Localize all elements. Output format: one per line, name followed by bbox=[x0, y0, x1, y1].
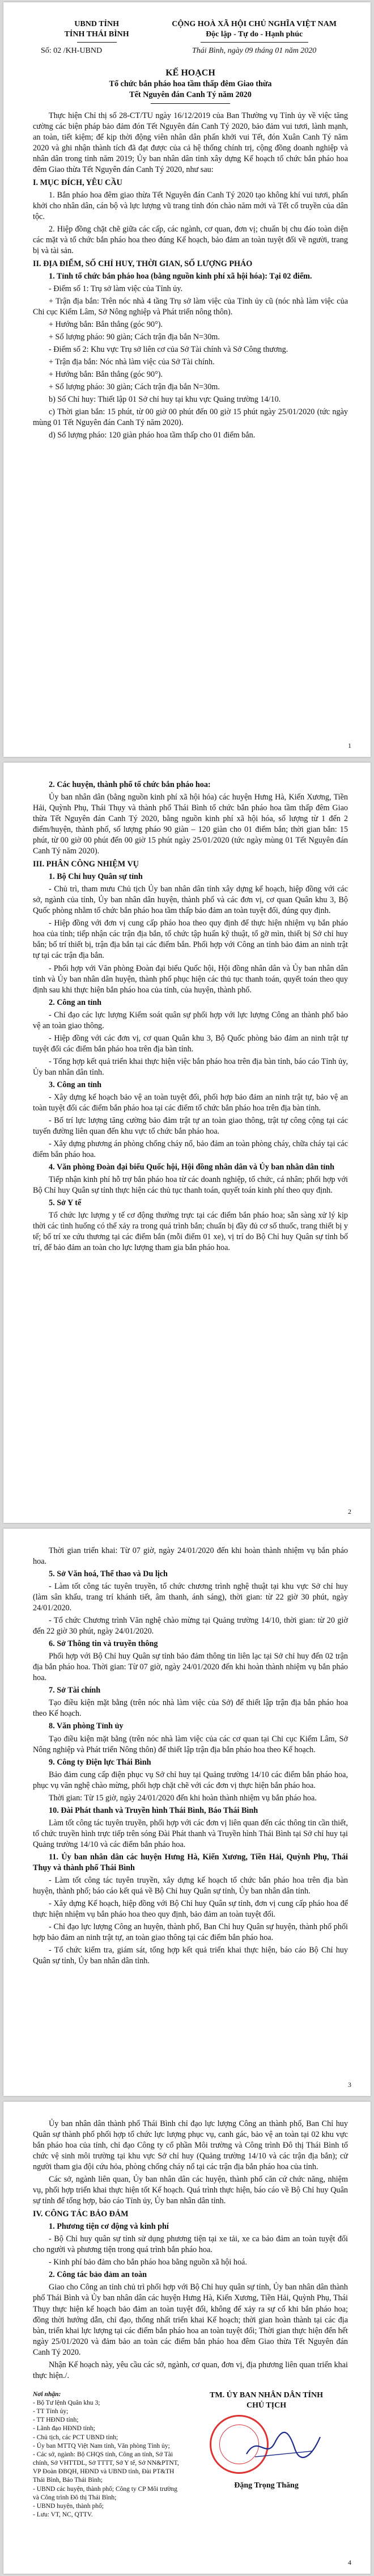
issuing-agency bbox=[33, 19, 160, 57]
paragraph: - Xây dựng phương án phòng chống cháy nổ, bảo đảm an toàn phòng cháy, chữa cháy tại các điểm bắn pháo hoa. bbox=[33, 1139, 348, 1159]
paragraph: - Phối hợp với Văn phòng Đoàn đại biểu Quốc hội, Hội đồng nhân dân và Ủy ban nhân dân tỉnh và Ủy ban nhân dân huyện, thành phố phục hiện các thủ tục thanh toán, quyết toán theo quy định sau khi thực hiện bắn pháo hoa của tỉnh, của huyện, thành phố. bbox=[33, 963, 348, 995]
paragraph: - Tổ chức kiểm tra, giám sát, tổng hợp kết quả triển khai thực hiện, báo cáo Bộ Chỉ huy Quân sự tỉnh, Ủy ban nhân dân tỉnh. bbox=[33, 1946, 348, 1966]
paragraph: Thời gian: Từ 15 giờ, ngày 24/01/2020 đến khi hoàn thành nhiệm vụ bắn pháo hoa. bbox=[49, 1793, 317, 1803]
subsection-heading: 5. Sở Y tế bbox=[49, 1198, 82, 1208]
paragraph: Bảo đảm cung cấp điện phục vụ Sở chỉ huy tại Quảng trường 14/10 các điểm bắn pháo hoa, phục vụ văn nghệ chào mừng, phối hợp chặt chẽ với các đơn vị thực hiện bắn pháo hoa. bbox=[33, 1770, 348, 1790]
motto-line1: CỘNG HOÀ XÃ HỘI CHỦ NGHĨA VIỆT NAM bbox=[172, 20, 337, 28]
subsection-heading: 8. Văn phòng Tỉnh ủy bbox=[49, 1721, 124, 1731]
subsection-heading: 1. Phương tiện cơ động và kinh phí bbox=[49, 2222, 169, 2232]
document-number: Số: 02 /KH-UBND bbox=[41, 47, 103, 56]
subsection-heading: 11. Ủy ban nhân dân các huyện Hưng Hà, Kiến Xương, Tiền Hải, Quỳnh Phụ, Thái Thụy và thành phố Thái Bình bbox=[33, 1852, 348, 1872]
document-title bbox=[33, 67, 348, 101]
recipients-list bbox=[33, 2390, 185, 2520]
page-number: 2 bbox=[348, 1507, 351, 1516]
paragraph: + Trận địa bắn: Trên nóc nhà 4 tầng Trụ sở làm việc của Tỉnh ủy cũ (nóc nhà làm việc của Chi cục Kiểm Lâm, Sở Nông nghiệp và Phát triển nông thôn). bbox=[33, 297, 348, 317]
paragraph: + Số lượng pháo: 30 giàn; Cách trận địa bắn N=30m. bbox=[49, 382, 220, 392]
recipient-item: - Ủy ban MTTQ Việt Nam tỉnh, Văn phòng Tỉnh ủy; bbox=[33, 2442, 170, 2449]
document-date: Thái Bình, ngày 09 tháng 01 năm 2020 bbox=[192, 47, 317, 56]
subsection-heading: 9. Công ty Điện lực Thái Bình bbox=[49, 1757, 151, 1767]
paragraph: - Tổng hợp kết quả triển khai thực hiện việc bắn pháo hoa trên địa bàn tỉnh, báo cáo Tỉnh ủy, Ủy ban nhân dân tỉnh. bbox=[33, 1057, 348, 1077]
paragraph: Tạo điều kiện mặt bằng (trên nóc nhà làm việc của Sở) để thiết lập trận địa bắn pháo hoa theo Kế hoạch. bbox=[33, 1698, 348, 1719]
page-3 bbox=[3, 1529, 371, 2096]
title-line1: Tổ chức bắn pháo hoa tầm thấp đêm Giao thừa bbox=[109, 79, 272, 89]
signer-name: Đặng Trọng Thăng bbox=[234, 2481, 299, 2490]
paragraph: Nhận Kế hoạch này, yêu cầu các sở, ngành, cơ quan, đơn vị, địa phương liên quan triển khai thực hiện./. bbox=[33, 2360, 348, 2380]
recipient-item: - TT HĐND tỉnh; bbox=[33, 2417, 79, 2424]
paragraph: Tiếp nhận kinh phí hỗ trợ bắn pháo hoa từ các doanh nghiệp, tổ chức, cá nhân; phối hợp với Bộ Chỉ huy Quân sự tỉnh thực hiện các thủ tục thanh toán, quyết toán kinh phí theo quy định. bbox=[33, 1175, 348, 1196]
paragraph: - Chỉ đạo các lực lượng Kiểm soát quân sự phối hợp với lực lượng Công an thành phố bảo vệ an toàn giao thông. bbox=[33, 1010, 348, 1030]
paragraph: Giao cho Công an tỉnh chủ trì phối hợp với Bộ Chỉ huy quân sự tỉnh, Ủy ban nhân dân thành phố Thái Bình và Ủy ban nhân dân các huyện Hưng Hà, Kiến Xương, Tiền Hải, Quỳnh Phụ, Thái Thụy thực hiện kế hoạch bảo đảm an toàn tuyệt đối, không để xảy ra sự cố khi bắn pháo hoa; đồng thời hướng dẫn, chỉ đạo, thống nhất triển khai Kế hoạch; thời gian hoàn thành tại các địa bàn, triển khai lực lượng tại các điểm bắn pháo hoa an toàn tuyệt đối; Thời gian thực hiện đến hết ngày 25/01/2020 và đảm bảo an toàn các điểm bắn pháo hoa đêm Giao thừa Tết Nguyên đán Canh Tý 2020. bbox=[33, 2283, 348, 2357]
recipients-title: Nơi nhận: bbox=[33, 2390, 61, 2398]
paragraph: Các sở, ngành liên quan, Ủy ban nhân dân các huyện, thành phố căn cứ chức năng, nhiệm vụ, phối hợp triển khai thực hiện tốt Kế hoạch. Quá trình thực hiện, báo cáo về Bộ Chỉ huy Quân sự tỉnh để tổng hợp, báo cáo Tỉnh ủy, Ủy ban nhân dân tỉnh. bbox=[33, 2175, 348, 2206]
recipient-item: - Lưu: VT, NC, QTTV. bbox=[33, 2511, 93, 2519]
paragraph: b) Số Chỉ huy: Thiết lập 01 Sở chỉ huy tại khu vực Quảng trường 14/10. bbox=[49, 395, 281, 405]
page-number: 3 bbox=[348, 2080, 351, 2089]
paragraph: Làm tốt công tác tuyên truyền, phối hợp với các đơn vị liên quan đến các thông tin cần thiết, tổ chức truyền hình trực tiếp trên sóng Đài Phát thanh và Truyền hình Thái Bình tại Sở chỉ huy tại Quảng trường 14/10 và các điểm bắn pháo hoa. bbox=[33, 1818, 348, 1849]
paragraph: - Xây dựng Kế hoạch, hiệp đồng với Bộ Chỉ huy Quân sự tỉnh, đơn vị cung cấp pháo hoa để thực hiện nhiệm vụ bắn pháo hoa theo quy định, bảo đảm an toàn tuyệt đối. bbox=[33, 1899, 348, 1919]
paragraph: Ủy ban nhân dân (bằng nguồn kinh phí xã hội hóa) các huyện Hưng Hà, Kiến Xương, Tiền Hải, Quỳnh Phụ, Thái Thụy và thành phố Thái Bình tổ chức bắn pháo hoa tầm thấp đêm Giao thừa Tết Nguyên đán Canh Tý 2020, bằng nguồn kinh phí xã hội hóa, số lượng từ 1 đến 2 điểm/huyện, thành phố, số lượng pháo 90 giàn – 120 giàn cho 01 điểm bắn; thời gian bắn: 15 phút, từ 00 giờ 00 phút đến 00 giờ 15 phút ngày 25/01/2020 (tức ngày mùng 01 Tết Nguyên đán Canh Tý năm 2020). bbox=[33, 793, 348, 856]
paragraph: - Chủ trì, tham mưu Chủ tịch Ủy ban nhân dân tỉnh xây dựng kế hoạch, hiệp đồng với các sở, ngành của tỉnh, Ủy ban nhân dân huyện, thành phố và các đơn vị, cơ quan Quân khu 3, Bộ Quốc phòng nhằm tổ chức bắn pháo hoa tầm thấp bảo đảm an toàn tuyệt đối, đúng quy định. bbox=[33, 885, 348, 916]
section-heading: III. PHÂN CÔNG NHIỆM VỤ bbox=[33, 860, 139, 869]
recipient-item: - TT Tỉnh ủy; bbox=[33, 2408, 69, 2415]
agency-line1: UBND TỈNH bbox=[74, 20, 119, 28]
paragraph: + Trận địa bắn: Nóc nhà làm việc của Sở Tài chính. bbox=[49, 357, 215, 367]
paragraph: Ủy ban nhân dân thành phố Thái Bình chỉ đạo lực lượng Công an thành phố, Ban Chỉ huy Quân sự thành phố phối hợp tổ chức lực lượng phục vụ, canh gác, bảo vệ an toàn tại 02 khu vực bắn pháo hoa của tỉnh, chỉ đạo Công ty cổ phần Môi trường và Công trình Đô thị Thái Bình tổ chức vệ sinh môi trường tại khu vực Sở chỉ huy (Quảng trường 14/10 và các trận địa bắn); cử người tham gia đội cứu hỏa, phòng chống cháy nổ tại các trận địa bắn pháo hoa của tỉnh. bbox=[33, 2119, 348, 2172]
motto-rule bbox=[201, 42, 308, 43]
paragraph: 1. Bắn pháo hoa đêm giao thừa Tết Nguyên đán Canh Tý 2020 tạo không khí vui tươi, phấn khởi cho nhân dân, cán bộ và lực lượng vũ trang tỉnh đón chào năm mới và Tết cổ truyền của dân tộc. bbox=[33, 190, 348, 221]
national-motto bbox=[160, 19, 348, 57]
paragraph: Tổ chức lực lượng y tế cơ động thường trực tại các điểm bắn pháo hoa; sẵn sàng xử lý kịp thời các tình huống có thể xảy ra trong quá trình bắn; chuẩn bị đầy đủ cơ số thuốc, trang thiết bị y tế; bố trí xe cứu thương tại các điểm bắn (mỗi điểm 01 xe), vị trí do Bộ Chỉ huy Quân sự tỉnh bố trí, để bảo đảm an toàn cho lực lượng tham gia bắn pháo hoa. bbox=[33, 1211, 348, 1253]
recipient-item: - UBND các huyện, thành phố; Công ty CP Môi trường và Công trình Đô thị Thái Bình; bbox=[33, 2485, 177, 2501]
paragraph: - Xây dựng kế hoạch bảo vệ an toàn tuyệt đối, phối hợp bảo đảm an ninh trật tự, bảo vệ an toàn tuyệt đối các điểm bắn pháo hoa tại các điểm tổ chức bắn pháo hoa trên địa bàn tỉnh. bbox=[33, 1092, 348, 1113]
subsection-heading: 2. Các huyện, thành phố tổ chức bắn pháo hoa: bbox=[49, 780, 211, 789]
official-seal bbox=[204, 2415, 329, 2477]
recipient-item: - UBND huyện, thành phố; bbox=[33, 2502, 104, 2510]
paragraph: - Hiệp đồng với các đơn vị, cơ quan Quân khu 3, Bộ Quốc phòng bảo đảm an ninh trật tự tuyệt đối các điểm bắn pháo hoa trên địa bàn tỉnh. bbox=[33, 1033, 348, 1054]
page-1 bbox=[3, 2, 371, 757]
paragraph: - Kinh phí bảo đảm cho bắn pháo hoa bằng nguồn xã hội hoá. bbox=[49, 2258, 247, 2267]
paragraph: 2. Hiệp đồng chặt chẽ giữa các cấp, các ngành, cơ quan, đơn vị; chuẩn bị chu đáo toàn diện các mặt và tổ chức bắn pháo hoa theo đúng Kế hoạch, bảo đảm an toàn tuyệt đối về người, trang bị và tài sản. bbox=[33, 224, 348, 255]
sign-authority: TM. ỦY BAN NHÂN DÂN TỈNH bbox=[210, 2390, 323, 2400]
document-header bbox=[33, 19, 348, 57]
paragraph: - Chỉ đạo lực lượng Công an huyện, thành phố, Ban Chỉ huy Quân sự huyện, thành phố phối hợp bảo đảm an ninh trật tự, an toàn giao thông tại các điểm bắn pháo hoa. bbox=[33, 1922, 348, 1943]
intro-paragraph: Thực hiện Chỉ thị số 28-CT/TU ngày 16/12/2019 của Ban Thường vụ Tỉnh ủy về việc tăng cường các biện pháp bảo đảm đón Tết Nguyên đán Canh Tý 2020, bảo đảm vui tươi, lành mạnh, an toàn, tiết kiệm; để kịp thời động viên nhân dân phấn khởi vui Tết, đón Xuân Canh Tý năm 2020 và ghi nhận thành tích đã đạt được của cả hệ thống chính trị, cộng đồng doanh nghiệp và nhân dân trong tỉnh năm 2019; Ủy ban nhân dân tỉnh xây dựng Kế hoạch tổ chức bắn pháo hoa đêm Giao thừa Tết Nguyên đán Canh Tý 2020, như sau: bbox=[33, 111, 348, 174]
section-heading: I. MỤC ĐÍCH, YÊU CẦU bbox=[33, 178, 122, 187]
subsection-heading: 3. Công an tỉnh bbox=[49, 1080, 102, 1089]
paragraph: - Làm tốt công tác tuyên truyền, tổ chức chương trình nghệ thuật tại khu vực Sở chỉ huy (làm sân khấu, trang trí khánh tiết, âm thanh, ánh sáng), thời gian: từ 22 giờ 30 phút, ngày 24/01/2020. bbox=[33, 1582, 348, 1613]
subsection-heading: 7. Sở Tài chính bbox=[49, 1686, 101, 1695]
paragraph: + Hướng bắn: Bắn thẳng (góc 90°). bbox=[49, 370, 163, 380]
page-number: 4 bbox=[348, 2558, 351, 2566]
paragraph: - Làm tốt công tác tuyên truyền, xây dựng kế hoạch tổ chức bắn pháo hoa trên địa bàn huyện, thành phố; báo cáo kết quả về Bộ Chỉ huy Quân sự tỉnh, Ủy ban nhân dân tỉnh. bbox=[33, 1875, 348, 1896]
page-number: 1 bbox=[348, 741, 351, 750]
subsection-heading: 2. Công an tỉnh bbox=[49, 997, 102, 1007]
subsection-heading: 5. Sở Văn hoá, Thể thao và Du lịch bbox=[49, 1569, 168, 1579]
motto-line2: Độc lập - Tự do - Hạnh phúc bbox=[206, 30, 303, 39]
sign-title: CHỦ TỊCH bbox=[246, 2401, 287, 2410]
section-heading: IV. CÔNG TÁC BẢO ĐẢM bbox=[33, 2209, 129, 2219]
paragraph: - Điểm số 2: Khu vực Trụ sở liên cơ của Sở Tài chính và Sở Công thương. bbox=[49, 345, 288, 355]
subsection-heading: 2. Công tác bảo đảm an toàn bbox=[49, 2270, 147, 2280]
page-4 bbox=[3, 2102, 371, 2574]
recipient-item: - Bộ Tư lệnh Quân khu 3; bbox=[33, 2399, 100, 2406]
subsection-heading: 1. Bộ Chỉ huy Quân sự tỉnh bbox=[49, 872, 143, 882]
paragraph: + Số lượng pháo: 90 giàn; Cách trận địa bắn N=30m. bbox=[49, 332, 220, 342]
page-2 bbox=[3, 763, 371, 1523]
subsection-heading: 4. Văn phòng Đoàn đại biểu Quốc hội, Hội đồng nhân dân và Ủy ban nhân dân tỉnh bbox=[49, 1163, 334, 1172]
paragraph: - Bộ Chỉ huy quân sự tỉnh sử dụng phương tiện tại xe tải, xe ca bảo đảm an toàn tuyệt đối cho người và phương tiện trong quá trình bắn pháo hoa. bbox=[33, 2234, 348, 2255]
paragraph: Phối hợp với Bộ Chỉ huy Quân sự tỉnh bảo đảm thông tin liên lạc tại Sở chỉ huy đến 02 trận địa bắn pháo hoa. Thời gian: Từ 07 giờ, ngày 24/01/2020 đến khi hoàn thành nhiệm vụ bắn pháo hoa. bbox=[33, 1652, 348, 1683]
paragraph: - Điểm số 1: Trụ sở làm việc của Tỉnh ủy. bbox=[49, 284, 183, 293]
recipient-item: - Các sở, ngành: Bộ CHQS tỉnh, Công an tỉnh, Sở Tài chính, Sở VHTTDL, Sở TTTT, Sở Y tế, Sở NN&PTNT, VP Đoàn ĐBQH, HĐND và UBND tỉnh, Đài PT&TH Thái Bình, Báo Thái Bình; bbox=[33, 2451, 179, 2484]
signature-block bbox=[185, 2390, 348, 2520]
agency-rule bbox=[77, 42, 117, 43]
title-kind: KẾ HOẠCH bbox=[165, 68, 215, 78]
paragraph: Thời gian triển khai: Từ 07 giờ, ngày 24/01/2020 đến khi hoàn thành nhiệm vụ bắn pháo hoa. bbox=[33, 1546, 348, 1567]
agency-line2: TỈNH THÁI BÌNH bbox=[64, 30, 129, 39]
title-rule bbox=[151, 103, 230, 104]
paragraph: c) Thời gian bắn: 15 phút, từ 00 giờ 00 phút đến 00 giờ 15 phút ngày 25/01/2020 (tức ngày mùng 01 Tết Nguyên đán Canh Tý năm 2020). bbox=[33, 407, 348, 428]
recipient-item: - Lãnh đạo HĐND tỉnh; bbox=[33, 2425, 95, 2432]
paragraph: - Bố trí lực lượng tăng cường bảo đảm trật tự an toàn giao thông, trật tự công cộng tại các tuyến đường liên quan đến khu vực tổ chức bắn pháo hoa. bbox=[33, 1116, 348, 1136]
paragraph: - Hiệp đồng với đơn vị cung cấp pháo hoa theo quy định để thực hiện nhiệm vụ bắn pháo hoa của tỉnh; tiếp nhận các trận địa bắn, tổ chức tập huấn kỹ thuật, tổ gỡ mìn, thiết bị Sở chỉ huy bắn; bố trí thiết bị, trận địa bắn tại các điểm bắn. Phối hợp với Công an tỉnh bảo đảm an ninh trật tự tại các trận địa bắn. bbox=[33, 919, 348, 961]
paragraph: + Hướng bắn: Bắn thẳng (góc 90°). bbox=[49, 320, 163, 330]
subsection-heading: 10. Đài Phát thanh và Truyền hình Thái Bình, Báo Thái Bình bbox=[49, 1805, 258, 1815]
paragraph: d) Số lượng pháo: 120 giàn pháo hoa tầm thấp cho 01 điểm bắn. bbox=[49, 431, 256, 440]
section-heading: II. ĐỊA ĐIỂM, SỐ CHỈ HUY, THỜI GIAN, SỐ LƯỢNG PHÁO bbox=[33, 259, 253, 268]
paragraph: Tạo điều kiện mặt bằng (trên nóc nhà làm việc của các cơ quan tại Chi cục Kiểm Lâm, Sở Nông nghiệp và Phát triển Nông thôn) để thiết lập trận địa bắn pháo hoa theo Kế hoạch. bbox=[33, 1734, 348, 1754]
subsection-heading: 1. Tỉnh tổ chức bắn pháo hoa (bằng nguồn kinh phí xã hội hóa): Tại 02 điểm. bbox=[49, 271, 312, 281]
subsection-heading: 6. Sở Thông tin và truyền thông bbox=[49, 1639, 158, 1649]
title-line2: Tết Nguyên đán Canh Tý năm 2020 bbox=[129, 90, 252, 100]
recipient-item: - Chủ tịch, các PCT UBND tỉnh; bbox=[33, 2434, 118, 2441]
document-footer bbox=[33, 2390, 348, 2520]
signature-icon bbox=[244, 2428, 323, 2463]
paragraph: - Tổ chức Chương trình Văn nghệ chào mừng tại Quảng trường 14/10, thời gian: từ 20 giờ đến 22 giờ 30 phút, ngày 24/01/2020. bbox=[33, 1616, 348, 1636]
